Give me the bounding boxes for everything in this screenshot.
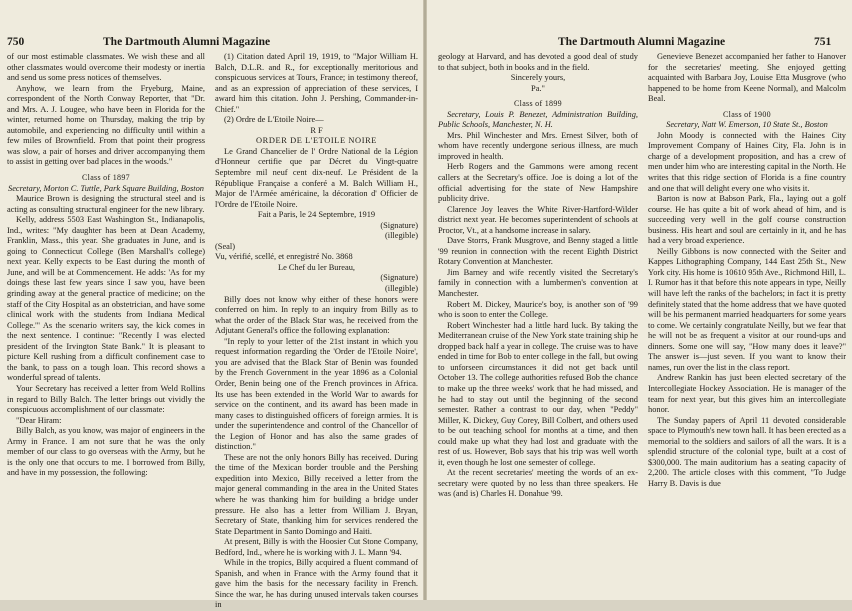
page-number: 750	[7, 36, 25, 48]
signature-illegible: (illegible)	[384, 284, 418, 294]
paragraph: Anyhow, we learn from the Fryeburg, Maine, correspondent of the North Conway Reporter, that "Dr. and Mrs. A. J. Lougee, who have been in Florida for the winter, returned home on Thursday, making the trip by automobile, and experiencing no difficulty until within a few miles of Brownfield. From that point their progress was slow, a pair of horses and driver accompanying them to assist in getting over bad places in the woods."	[7, 83, 205, 167]
text-column	[7, 52, 205, 600]
paragraph: John Moody is connected with the Haines City Improvement Company of Haines City, Fla. John is in charge of a development proposition, and has a crew of men under him who are interesting capital in the North. He writes that this ridge section of Florida is a fine country and one that will delight every one who visits it.	[648, 130, 846, 193]
running-head: The Dartmouth Alumni Magazine	[558, 36, 726, 48]
paragraph: Clarence Joy leaves the White River-Hartford-Wilder district next year. He becomes superintendent of schools at Proctor, Vt., at a handsome increase in salary.	[438, 204, 638, 235]
paragraph: Robert Winchester had a little hard luck. By taking the Mediterranean cruise of the New York state training ship he dropped back half a year in college. The cruise was to have ended in time for Bob to enter college in the fall, but owing to unforseen circumstances it did not get back until October 13. The college authorities refused Bob the chance to make up the three weeks' work that he had missed, and he had to stay out until the beginning of the second semester. Rather a contrast to our day, when "Peddy" Miller, K. Dickey, Guy Corey, Bill Colbert, and others used to be out teaching school for months at a time, and then could make up what they had lost and graduate with the rest of us. However, Bob says that his trip was well worth it, even though he lost one semester of college.	[438, 320, 639, 467]
paragraph: (1) Citation dated April 19, 1919, to "Major William H. Balch, D.L.R. and R., for exceptionally meritorious and conspicuous services at Tours, France; in testimony thereof, and as an expression of appreciation of these services, I award him this citation. John J. Pershing, Commander-in-Chief."	[215, 52, 418, 114]
paragraph: Kelly, address 5503 East Washington St., Indianapolis, Ind., writes: "My daughter has been at Dean Academy, Franklin, Mass., this year. She graduates in June, and is going to Connecticut College (Ben Marshall's college) next year. Kelly expects to be East during the month of June, and will be at Commencement. He adds: 'As for my doings these last few years since I saw you, have been grinding away at the general practice of medicine; on the staff of the City Hospital as an obstetrician, and have some clinical work with the students from Indiana Medical College.'" As the scenario writers say, the kick comes in the next sentence. I continue: "Recently I was elected president of the Irvington State Bank." It is pleasant to picture Kell rushing from a difficult confinement case to the bank, to pass on a tough loan. This record shows a wonderful spread of talents.	[7, 215, 205, 383]
paragraph: (2) Ordre de L'Etoile Noire—	[224, 115, 324, 125]
order-title: ORDER DE L'ETOILE NOIRE	[256, 136, 377, 146]
paragraph: Robert M. Dickey, Maurice's boy, is another son of '99 who is soon to enter the College.	[438, 299, 638, 320]
paragraph: These are not the only honors Billy has received. During the time of the Mexican border trouble and the Pershing expedition into Mexico, Billy received a letter from the major general commanding in the area in the United States where he was thanking him for building a bridge under pressure. He also has a letter from William J. Bryan, Secretary of State, thanking him for services rendered the State Department in Santo Domingo and Haiti.	[215, 452, 418, 536]
secretary-line: Secretary, Louis P. Benezet, Administration Building, Public Schools, Manchester, N. H.	[438, 109, 638, 130]
paragraph: Herb Rogers and the Gammons were among recent callers at the Secretary's office. Joe is doing a lot of the official advertising for the state of New Hampshire publicity drive.	[438, 162, 638, 204]
text-column	[215, 52, 418, 610]
paragraph: Genevieve Benezet accompanied her father to Hanover for the secretaries' meeting. She enjoyed getting acquainted with Barbara Joy, Louise Etta Musgrove (who happened to be home from Keene Normal), and Malcolm Beal.	[648, 52, 846, 104]
page-number: 751	[814, 36, 832, 48]
secretary-line: Secretary, Morton C. Tuttle, Park Square Building, Boston	[8, 183, 204, 193]
paragraph: Barton is now at Babson Park, Fla., laying out a golf course. He has quite a bit of work ahead of him, and is succeeding very well in the golf course construction business. His heart and soul are certainly in it, and he has had a very broad experience.	[648, 194, 846, 246]
paragraph: Mrs. Phil Winchester and Mrs. Ernest Silver, both of whom have recently undergone serious illness, are much improved in health.	[438, 130, 638, 161]
paragraph: "Dear Hiram:	[16, 415, 62, 425]
letter-closing: Sincerely yours,	[510, 73, 566, 83]
paragraph: Billy Balch, as you know, was major of engineers in the Army in France. I am not sure that he was the only member of our class to go overseas with the Army, but he is the only one that occurs to me. I borrowed from Billy, and have in my possession, the following:	[7, 426, 205, 478]
paragraph: Billy does not know why either of these honors were conferred on him. In reply to an inquiry from Billy as to what the order of the Black Star was, he received from the Adjutant General's office the following explanation:	[215, 294, 418, 336]
class-heading: Class of 1899	[514, 99, 562, 109]
letterhead-rf: R F	[310, 125, 323, 135]
paragraph: While in the tropics, Billy acquired a fluent command of Spanish, and when in France with the Army found that it gave him the basis for the necessary facility in French. Since the war, he has during unused intervals taken courses in	[215, 558, 418, 610]
paragraph: geology at Harvard, and has devoted a good deal of study to that subject, both in books and in the field.	[438, 52, 638, 72]
bureau-chief: Le Chef du ler Bureau,	[278, 262, 355, 272]
paragraph: "In reply to your letter of the 21st instant in which you request information regarding the 'Order de l'Etoile Noire', you are advised that the Black Star of Benin was founded by the French Government in the year 1896 as a Colonial Order, Benin being one of the French provinces in Africa. Its use has been extended in the World War to awards for service on the continent, and its award has been made in many cases to distinguished officers of foreign armies. It is under the superintendence and control of the Chancellor of the Legion of Honor and has also the same grades of distinction."	[215, 336, 418, 452]
class-heading: Class of 1900	[723, 109, 771, 119]
text-column	[648, 52, 846, 600]
secretary-line: Secretary, Natt W. Emerson, 10 State St., Boston	[666, 120, 828, 130]
paragraph: Dave Storrs, Frank Musgrove, and Benny staged a little '99 reunion in connection with the recent Eighth District Rotary Convention at Manchester.	[438, 236, 638, 267]
paragraph: The Sunday papers of April 11 devoted considerable space to Plymouth's new town hall. It has been erected as a memorial to the soldiers and sailors of all the wars. It is a splendid structure of the colonial type, built at a cost of $300,000. The main auditorium has a seating capacity of 2,200. The article closes with this comment, "To Judge Harry B. Davis is due	[648, 415, 846, 488]
registration-line: Vu, vérifié, scellé, et enregistré No. 3868	[215, 252, 353, 262]
dateline: Fait a Paris, le 24 Septembre, 1919	[257, 210, 376, 220]
class-heading: Class of 1897	[82, 173, 130, 183]
paragraph: Le Grand Chancelier de l' Ordre National de la Légion d'Honneur certifie que par Décret du Vingt-quatre Septembre mil neuf cent dix-neuf. Le Président de la République Française a conferé a M. Balch William H., Major de l'Armée américaine, la décoration d' Officier de l'Ordre de l'Etoile Noire.	[215, 146, 418, 209]
text-column	[438, 52, 638, 600]
running-head: The Dartmouth Alumni Magazine	[103, 36, 271, 48]
paragraph: of our most estimable classmates. We wish these and all other classmates would overcome their modesty or inertia and send us some press notices of themselves.	[7, 52, 205, 83]
paragraph: Maurice Brown is designing the structural steel and is acting as consulting structural engineer for the new library.	[7, 194, 205, 214]
paragraph: Andrew Rankin has just been elected secretary of the Intercollegiate Hockey Association. He is manager of the team for next year, but this gives him an intercollegiate honor.	[648, 373, 846, 415]
paragraph: At the recent secretaries' meeting the words of an ex-secretary were quoted by no less than three speakers. He was (and is) Charles H. Donahue '99.	[438, 468, 638, 499]
signature-label: (Signature)	[380, 273, 418, 283]
signature-illegible: (illegible)	[384, 231, 418, 241]
left-page	[0, 0, 424, 610]
letter-signature: Pa."	[531, 83, 545, 93]
paragraph: Neilly Gibbons is now connected with the Seiter and Kappes Lithographing Company, 144 East 25th St., New York city. His home is 10610 95th Ave., Richmond Hill, L. I. Rumor has it that before this note appears in type, Neilly will have left the ranks of the bachelors; in fact it is pretty definitely stated that the home address that we have quoted will be his permanent married headquarters for some years to come. We certainly congratulate Neilly, but we fear that he will not be as frequent a visitor at our round-ups and dinners. Some one will say, "How many does it leave?" The answer is—just seven. If you want to know their names, run over the list in the class report.	[648, 246, 846, 372]
seal-label: (Seal)	[215, 241, 235, 251]
paragraph: At present, Billy is with the Hoosier Cut Stone Company, Bedford, Ind., where he is working with J. L. Mann '94.	[215, 537, 418, 557]
paragraph: Jim Barney and wife recently visited the Secretary's family in connection with a lumbermen's convention at Manchester.	[438, 267, 638, 299]
right-page	[426, 0, 852, 600]
paragraph: Your Secretary has received a letter from Weld Rollins in regard to Billy Balch. The letter brings out vividly the conspicuous accomplishment of our classmate:	[7, 383, 205, 415]
signature-label: (Signature)	[380, 220, 418, 230]
